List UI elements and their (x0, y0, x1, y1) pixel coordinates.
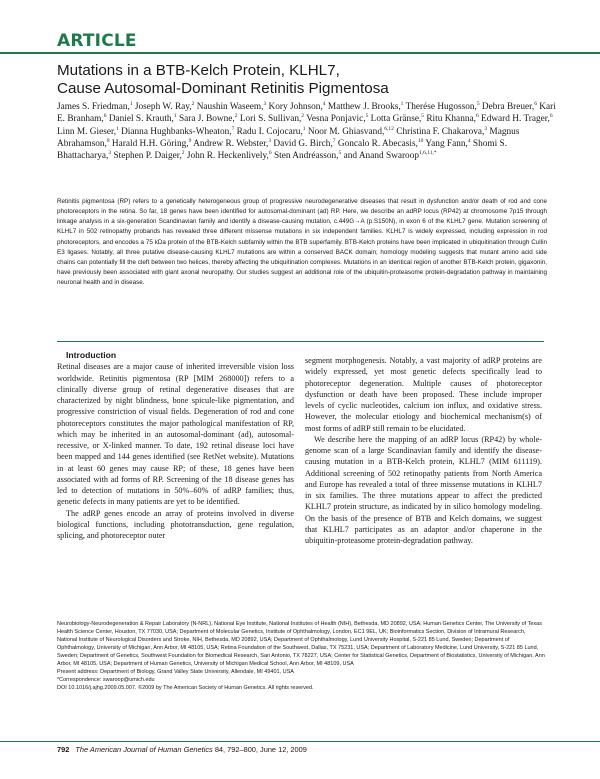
intro-paragraph-3: We describe here the mapping of an adRP locus (RP42) by whole-genome scan of a large Scandinavian family and identify the disease-causing mutation in a BTB-Kelch protein, KLHL7 (MIM 611119). Additional screening of 502 retinopathy patients from North America and Europe has revealed a total of three missense mutations in KLHL7 in six families. The three mutations appear to affect the predicted KLHL7 protein structure, as indicated by in silico homology modeling. On the basis of the presence of BTB and Kelch domains, we suggest that KLHL7 participates as an adaptor and/or chaperone in the ubiquitin-proteasome protein-degradation pathway. (305, 434, 542, 545)
author-affiliation-mark: 4 (467, 137, 471, 144)
author (193, 139, 271, 149)
author-affiliation-mark: 1 (173, 113, 177, 120)
author-name: Joseph W. Ray, (134, 102, 192, 112)
author-affiliation-mark: 2 (234, 113, 238, 120)
author (396, 127, 487, 137)
author-affiliation-mark: 1 (302, 125, 306, 132)
author-name: and Anand Swaroop (343, 151, 419, 162)
author-affiliation-mark: 3 (268, 137, 272, 144)
page-number: 792 (57, 745, 70, 754)
author-list (57, 101, 557, 162)
intro-paragraph-2: The adRP genes encode an array of proteins involved in diverse biological functions, including phototransduction, gene regulation, splicing, and photoreceptor outer (57, 508, 294, 540)
author-affiliation-mark: 5 (338, 150, 342, 157)
author-name: Harald H.H. Göring, (111, 138, 189, 149)
correspondence: *Correspondence: swaroop@umich.edu (57, 677, 155, 684)
doi-line: DOI 10.1016/j.ajhg.2009.05.007. ©2009 by The American Society of Human Genetics. All rights reserved. (57, 685, 314, 692)
author (113, 151, 184, 161)
section-heading-introduction: Introduction (66, 350, 117, 360)
author-name: Lotta Gränse, (370, 114, 422, 125)
author-name: Therése Hugosson, (405, 102, 477, 112)
author-affiliation-mark: 3 (108, 150, 112, 157)
author-name: Ritu Khanna, (426, 114, 476, 125)
author-affiliation-mark: 6 (103, 113, 107, 120)
body-column-right (305, 355, 542, 546)
author-affiliation-mark: 1 (129, 100, 133, 107)
author-affiliation-mark: 2 (191, 100, 195, 107)
author-affiliation-mark: 6 (475, 113, 479, 120)
author (237, 127, 306, 137)
author-name: Lori S. Sullivan, (239, 114, 302, 125)
author-name: David G. Birch, (273, 138, 333, 149)
author-affiliation-mark: 10 (417, 137, 424, 144)
author-name: Linn M. Gieser, (57, 126, 117, 137)
author (197, 102, 266, 112)
author (187, 151, 272, 161)
author-affiliation-mark: 2 (301, 113, 305, 120)
author-affiliation-mark: 6,12 (384, 125, 394, 132)
author-affiliation-mark: 1 (116, 125, 119, 132)
citation-info: 84, 792–800, June 12, 2009 (214, 745, 307, 754)
author-name: Debra Breuer, (481, 102, 535, 112)
author (112, 139, 191, 149)
author (482, 102, 537, 112)
article-title (57, 62, 557, 98)
author-name: Kory Johnson, (268, 102, 323, 112)
author-affiliation-mark: 6 (549, 113, 553, 120)
title-line-2: Cause Autosomal-Dominant Retinitis Pigmentosa (57, 80, 389, 97)
body-column-left (57, 350, 294, 541)
author-affiliation-mark: 2 (181, 150, 185, 157)
author (57, 127, 119, 137)
author (274, 151, 341, 161)
author-name: Sten Andréasson, (273, 151, 339, 162)
author-name: Christina F. Chakarova, (396, 126, 485, 137)
author-name: Kari E. Branham, (57, 102, 556, 125)
author (328, 102, 404, 112)
author-name: Yang Fann, (425, 138, 468, 149)
author (344, 151, 437, 161)
author (121, 127, 234, 137)
author-affiliation-mark: 4 (322, 100, 326, 107)
author-name: John R. Heckenlively, (186, 151, 269, 162)
footer-rule (0, 741, 600, 742)
author (481, 114, 553, 124)
author-affiliation-mark: 8 (106, 137, 110, 144)
intro-paragraph-1: Retinal diseases are a major cause of inherited irreversible vision loss worldwide. Retinitis pigmentosa (RP [MIM 268000]) refers to a clinically diverse group of retinal degenerative diseases that are characterized by night blindness, bone spicule-like pigmentation, and progressive constriction of visual fields. Degeneration of rod and cone photoreceptors constitutes the major pathological manifestation of RP, which may be inherited in an autosomal-dominant (ad), autosomal-recessive, or X-linked manner. To date, 192 retinal disease loci have been mapped and 144 genes identified (see RetNet website). Mutations in at least 60 genes may cause RP; of these, 18 genes have been associated with ad forms of RP. Screening of the 18 disease genes has led to detection of mutations in 50%–60% of adRP families; thus, genetic defects in many patients are yet to be identified. (57, 362, 294, 507)
author-name: Andrew R. Webster, (193, 138, 269, 149)
author (306, 114, 368, 124)
author-affiliation-mark: 7 (332, 137, 336, 144)
author-name: Sara J. Bowne, (178, 114, 235, 125)
journal-name: The American Journal of Human Genetics (75, 745, 213, 754)
author-affiliation-mark: 1,6,11,* (419, 150, 437, 157)
author (406, 102, 480, 112)
author-name: Goncalo R. Abecasis, (337, 138, 418, 149)
author-affiliation-mark: 9 (188, 137, 192, 144)
author (109, 114, 177, 124)
author (135, 102, 194, 112)
page-footer (57, 745, 557, 754)
author-affiliation-mark: 6 (534, 100, 537, 107)
author-affiliation-mark: 5 (365, 113, 369, 120)
author-name: Matthew J. Brooks, (327, 102, 401, 112)
section-kicker: ARTICLE (57, 31, 137, 51)
author-name: Magnus Abrahamson, (57, 126, 520, 149)
footnotes (57, 620, 547, 692)
abstract: Retinitis pigmentosa (RP) refers to a genetically heterogeneous group of progressive neurodegenerative diseases that result in dysfunction and/or death of rod and cone photoreceptors in the retina. So far, 18 genes have been identified for autosomal-dominant (ad) RP. Here, we describe an adRP locus (RP42) at chromosome 7p15 through linkage analysis in a six-generation Scandinavian family and identify a disease-causing mutation, c.449G→A (p.S150N), in exon 6 of the KLHL7 gene. Mutation screening of KLHL7 in 502 retinopathy probands has revealed three different missense mutations in six independent families. KLHL7 is widely expressed, including expression in rod photoreceptors, and encodes a 75 kDa protein of the BTB-Kelch subfamily within the BTB superfamily. BTB-Kelch proteins have been implicated in ubiquitination through Cullin E3 ligases. Notably, all three putative disease-causing KLHL7 mutations are within a conserved BACK domain; homology modeling suggests that mutant amino acid side chains can potentially fill the cleft between two helices, thereby affecting the ubiquitination complexes. Mutations in an identical region of another BTB-Kelch protein, gigaxonin, have previously been associated with giant axonal neuropathy. Our studies suggest an additional role of the ubiquitin-proteasome protein-degradation pathway in maintaining neuronal health and in disease. (57, 198, 547, 287)
author (338, 139, 424, 149)
author-affiliation-mark: 3 (484, 125, 488, 132)
author-name: James S. Friedman, (57, 102, 130, 112)
author-name: Naushin Waseem, (196, 102, 264, 112)
intro-paragraph-2-continued: segment morphogenesis. Notably, a vast majority of adRP proteins are widely expressed, yet most genetic defects specifically lead to photoreceptor degeneration. Multiple causes of photoreceptor dysfunction or death have been proposed. These include improper levels of cyclic nucleotides, calcium ion influx, and oxidative stress. However, the molecular etiology and biochemical mechanism(s) of most forms of adRP still remain to be elucidated. (305, 356, 542, 433)
author-affiliation-mark: 3 (263, 100, 267, 107)
author-name: Stephen P. Daiger, (113, 151, 182, 162)
affiliations: Neurobiology-Neurodegeneration & Repair Laboratory (N-NRL), National Eye Institute, National Institutes of Health (NIH), Bethesda, MD 20892, USA; Human Genetics Center, The University of Texas Health Science Center, Houston, TX 77030, USA; Department of Molecular Genetics, Institute of Ophthalmology, London, EC1 9EL, UK; Bioinformatics Section, Division of Intramural Research, National Institute of Neurological Disorders and Stroke, NIH, Bethesda, MD 20892, USA; Department of Ophthalmology, Lund University Hospital, S-221 85 Lund, Sweden; Department of Ophthalmology, University of Michigan, Ann Arbor, MI 48105, USA; Retina Foundation of the Southwest, Dallas, TX 75231, USA; Department of Laboratory Medicine, Lund University, S-221 85 Lund, Sweden; Department of Genetics, Southwest Foundation for Biomedical Research, San Antonio, TX 78227, USA; Center for Statistical Genetics, Department of Biostatistics, University of Michigan, Ann Arbor, MI 48105, USA; Department of Human Genetics, University of Michigan Medical School, Ann Arbor, MI 48109, USA (57, 621, 545, 668)
present-address: Present address: Department of Biology, Grand Valley State University, Allendale, MI 49401, USA (57, 669, 294, 676)
author-name: Radu I. Cojocaru, (236, 126, 303, 137)
author (425, 139, 470, 149)
author-name: Vesna Ponjavic, (306, 114, 366, 125)
author (371, 114, 424, 124)
author-affiliation-mark: 7 (231, 125, 235, 132)
author-name: Daniel S. Krauth, (108, 114, 174, 125)
title-line-1: Mutations in a BTB-Kelch Protein, KLHL7, (57, 62, 340, 79)
header-rule (0, 52, 600, 54)
author-name: Noor M. Ghiasvand, (307, 126, 385, 137)
author (273, 139, 335, 149)
author (308, 127, 394, 137)
author-affiliation-mark: 1 (400, 100, 404, 107)
author-name: Dianna Hughbanks-Wheaton, (121, 126, 232, 137)
abstract-rule (57, 341, 544, 342)
author (57, 102, 133, 112)
author-affiliation-mark: 5 (421, 113, 425, 120)
author-name: Shomi S. Bhattacharya, (57, 138, 508, 162)
author (240, 114, 304, 124)
author (426, 114, 478, 124)
author-name: Edward H. Trager, (481, 114, 550, 125)
author (269, 102, 326, 112)
author-affiliation-mark: 6 (268, 150, 272, 157)
author-affiliation-mark: 5 (476, 100, 480, 107)
author (179, 114, 238, 124)
